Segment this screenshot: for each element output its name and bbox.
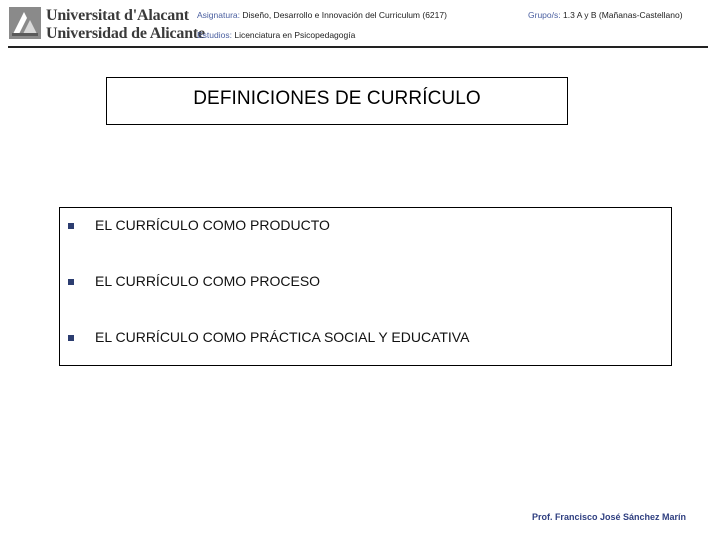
grupo-label: Grupo/s: [528, 10, 561, 20]
university-emblem-icon [8, 6, 42, 40]
list-item [60, 217, 671, 237]
square-bullet-icon [68, 335, 74, 341]
list-item-text: EL CURRÍCULO COMO PROCESO [95, 273, 321, 289]
definitions-list [59, 207, 672, 366]
title-box [106, 77, 568, 125]
page-header [0, 0, 720, 50]
page-title: DEFINICIONES DE CURRÍCULO [193, 88, 481, 109]
grupo-value: 1.3 A y B (Mañanas-Castellano) [562, 10, 683, 20]
estudios-value: Licenciatura en Psicopedagogía [234, 30, 356, 40]
estudios-info [197, 30, 355, 40]
asignatura-value: Diseño, Desarrollo e Innovación del Curriculum (6217) [242, 10, 447, 20]
list-item [60, 329, 671, 349]
university-logo [8, 6, 205, 44]
list-item [60, 273, 671, 293]
asignatura-label: Asignatura: [197, 10, 240, 20]
list-item-text: EL CURRÍCULO COMO PRODUCTO [95, 217, 330, 233]
logo-text-spanish: Universidad de Alicante [46, 25, 205, 42]
author-footer: Prof. Francisco José Sánchez Marín [531, 512, 686, 522]
grupo-info [528, 10, 683, 20]
logo-text-valencian: Universitat d'Alacant [46, 7, 189, 24]
asignatura-info [197, 10, 447, 20]
header-divider [8, 46, 708, 48]
estudios-label: Estudios: [197, 30, 232, 40]
square-bullet-icon [68, 279, 74, 285]
list-item-text: EL CURRÍCULO COMO PRÁCTICA SOCIAL Y EDUCATIVA [95, 329, 470, 345]
square-bullet-icon [68, 223, 74, 229]
